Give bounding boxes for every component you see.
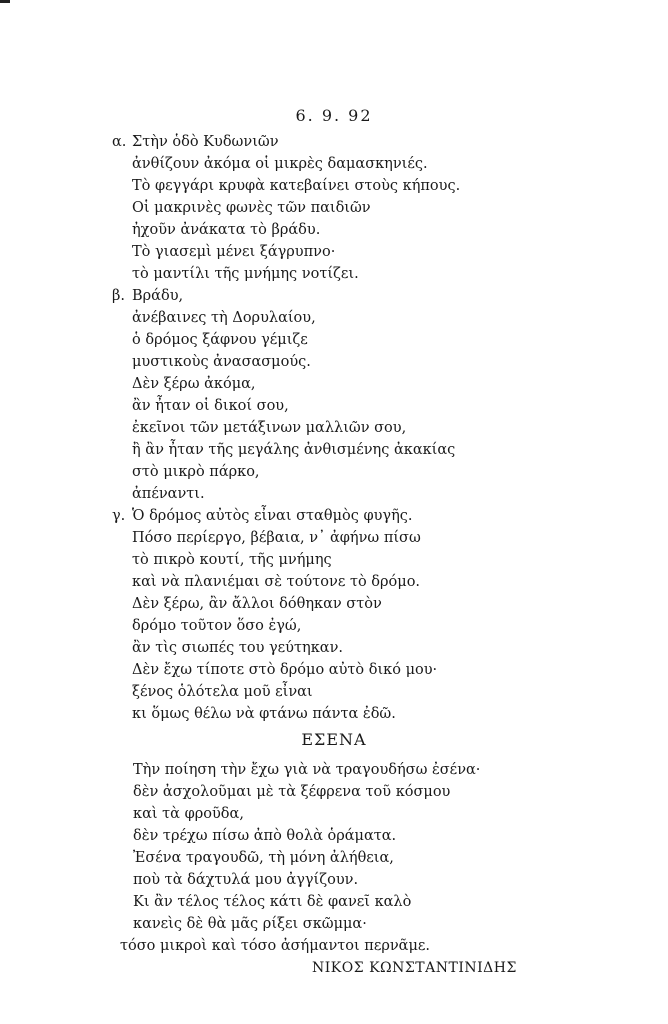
poem-line: ἐκεῖνοι τῶν μετάξινων μαλλιῶν σου, [132,420,407,436]
poem-line: ἀπέναντι. [132,486,205,502]
poem-line: Τὸ γιασεμὶ μένει ξάγρυπνο· [132,244,336,260]
poem-line: κι ὅμως θέλω νὰ φτάνω πάντα ἐδῶ. [132,706,396,722]
poem-line: ἀνέβαινες τὴ Δορυλαίου, [132,310,316,326]
poem-date: 6. 9. 92 [295,106,373,125]
poem-line: ὁ δρόμος ξάφνου γέμιζε [132,332,308,348]
poem-line: Δὲν ξέρω ἀκόμα, [132,376,256,392]
poem-line: κανεὶς δὲ θὰ μᾶς ρίξει σκῶμμα· [133,916,367,932]
poem-line: στὸ μικρὸ πάρκο, [132,464,260,480]
poem-line: ἠχοῦν ἀνάκατα τὸ βράδυ. [132,222,321,238]
poem-line: Πόσο περίεργο, βέβαια, ν᾿ ἀφήνω πίσω [132,530,421,546]
section-marker-c: γ. [112,508,126,524]
poem-line: καὶ νὰ πλανιέμαι σὲ τούτονε τὸ δρόμο. [132,574,421,590]
poem-line: τὸ μαντίλι τῆς μνήμης νοτίζει. [132,266,359,282]
section-marker-a: α. [112,134,127,150]
author-signature: ΝΙΚΟΣ ΚΩΝΣΤΑΝΤΙΝΙΔΗΣ [312,960,517,976]
poem-line: ἢ ἂν ἦταν τῆς μεγάλης ἀνθισμένης ἀκακίας [132,442,456,458]
poem-line: δρόμο τοῦτον ὅσο ἐγώ, [132,618,302,634]
poem-line: Κι ἂν τέλος τέλος κάτι δὲ φανεῖ καλὸ [133,894,412,910]
poem-line: καὶ τὰ φροῦδα, [133,806,244,822]
poem-line: τὸ πικρὸ κουτί, τῆς μνήμης [132,552,332,568]
poem-line: μυστικοὺς ἀνασασμούς. [132,354,311,370]
poem-title: ΕΣΕΝΑ [301,730,367,749]
poem-line: δὲν τρέχω πίσω ἀπὸ θολὰ ὁράματα. [133,828,397,844]
poem-line: τόσο μικροὶ καὶ τόσο ἀσήμαντοι περνᾶμε. [120,938,431,954]
poem-line: ἀνθίζουν ἀκόμα οἱ μικρὲς δαμασκηνιές. [132,156,428,172]
poem-line: ἂν τὶς σιωπές του γεύτηκαν. [132,640,343,656]
poem-line: Ὁ δρόμος αὐτὸς εἶναι σταθμὸς φυγῆς. [132,508,413,524]
scan-corner-mark [0,0,10,3]
poem-line: Τὸ φεγγάρι κρυφὰ κατεβαίνει στοὺς κήπους. [132,178,461,194]
poem-line: Οἱ μακρινὲς φωνὲς τῶν παιδιῶν [132,200,371,216]
poem-line: Βράδυ, [132,288,184,304]
poem-line: Τὴν ποίηση τὴν ἔχω γιὰ νὰ τραγουδήσω ἐσένα· [133,762,481,778]
poem-line: ποὺ τὰ δάχτυλά μου ἀγγίζουν. [133,872,359,888]
poem-line: Δὲν ἔχω τίποτε στὸ δρόμο αὐτὸ δικό μου· [132,662,438,678]
poem-line: ἂν ἦταν οἱ δικοί σου, [132,398,289,414]
poem-line: Δὲν ξέρω, ἂν ἄλλοι δόθηκαν στὸν [132,596,382,612]
poem-line: Στὴν ὁδὸ Κυδωνιῶν [132,134,279,150]
poem-line: ξένος ὁλότελα μοῦ εἶναι [132,684,313,700]
poem-line: Ἐσένα τραγουδῶ, τὴ μόνη ἀλήθεια, [133,850,394,866]
poem-line: δὲν ἀσχολοῦμαι μὲ τὰ ξέφρενα τοῦ κόσμου [133,784,451,800]
section-marker-b: β. [112,288,125,304]
